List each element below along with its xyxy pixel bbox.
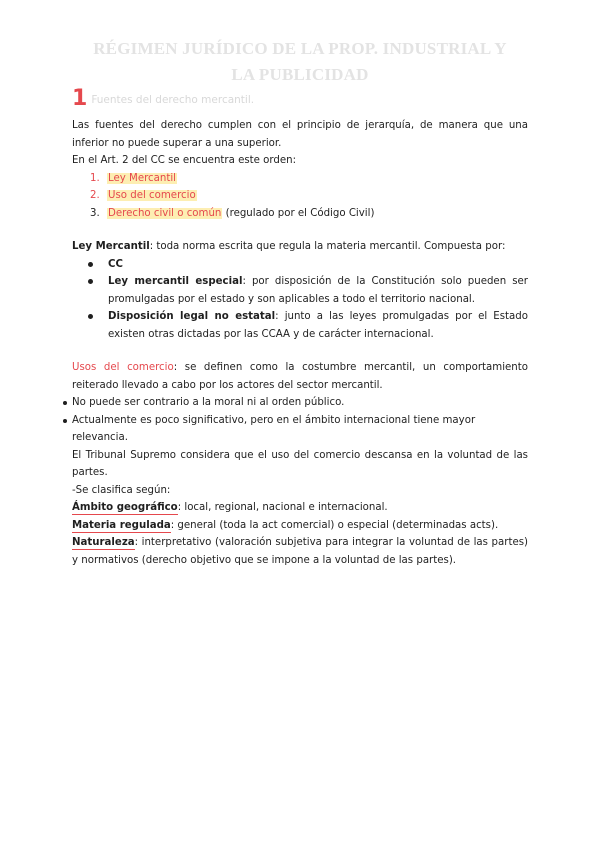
criterion-term: Ámbito geográfico <box>72 502 178 513</box>
list-number: 3. <box>90 207 100 219</box>
intro-block <box>72 117 528 222</box>
list-item <box>72 205 528 223</box>
criterion-term: Materia regulada <box>72 519 171 531</box>
item-term: Disposición legal no estatal <box>108 311 276 322</box>
usos-block <box>72 359 528 569</box>
criterion-text: : local, regional, nacional e internacional. <box>177 502 388 513</box>
list-label: Uso del comercio <box>108 190 196 201</box>
item-term: CC <box>108 258 123 270</box>
criterion-row <box>72 517 528 535</box>
bullet-text: No puede ser contrario a la moral ni al orden público. <box>72 397 345 408</box>
ley-def: : toda norma escrita que regula la materia mercantil. Compuesta por: <box>149 241 506 252</box>
criterion-term: Naturaleza <box>72 537 135 548</box>
item-text: : por disposición de la Constitución solo pueden ser promulgadas por el estado y son aplicables a todo el territorio nacional. <box>108 276 528 305</box>
ley-mercantil-block <box>72 238 528 343</box>
document-title: RÉGIMEN JURÍDICO DE LA PROP. INDUSTRIAL Y LA PUBLICIDAD <box>93 39 507 84</box>
bullet-icon <box>88 279 93 284</box>
list-item <box>72 273 528 308</box>
bullet-icon <box>63 401 67 405</box>
list-number: 1. <box>90 172 100 184</box>
item-term: Ley mercantil especial <box>108 276 243 287</box>
section-number: 1 <box>72 86 88 111</box>
bullet-icon <box>88 314 93 319</box>
order-line: En el Art. 2 del CC se encuentra este orden: <box>72 155 297 166</box>
ley-definition <box>72 238 528 256</box>
criterion-row <box>72 499 528 517</box>
usos-term: Usos del comercio <box>72 362 174 373</box>
list-suffix: (regulado por el Código Civil) <box>222 207 375 219</box>
list-item <box>72 187 528 205</box>
list-item <box>72 170 528 188</box>
bullet-icon <box>63 419 67 423</box>
bullet-text: Actualmente es poco significativo, pero en el ámbito internacional tiene mayor relevancia. <box>72 414 476 443</box>
list-item <box>72 256 528 274</box>
list-label: Ley Mercantil <box>108 172 177 184</box>
usos-definition <box>72 359 528 394</box>
list-item <box>72 394 528 412</box>
item-text: : junto a las leyes promulgadas por el Estado existen otras dictadas por las CCAA y de carácter internacional. <box>108 311 528 340</box>
list-item <box>72 308 528 343</box>
list-label: Derecho civil o común <box>108 207 222 219</box>
ley-term: Ley Mercantil <box>72 241 150 252</box>
bullet-icon <box>88 262 93 267</box>
criterion-row <box>72 534 528 569</box>
section-title: Fuentes del derecho mercantil. <box>91 94 255 106</box>
intro-paragraph: Las fuentes del derecho cumplen con el principio de jerarquía, de manera que una inferior no puede superar a una superior. <box>72 120 528 149</box>
criterion-text: : general (toda la act comercial) o especial (determinadas acts). <box>170 519 499 531</box>
list-number: 2. <box>90 190 100 201</box>
list-item <box>72 412 528 447</box>
section-heading <box>72 86 254 111</box>
tribunal-text: El Tribunal Supremo considera que el uso del comercio descansa en la voluntad de las partes. <box>72 449 528 478</box>
clasifica-text: -Se clasifica según: <box>72 484 171 496</box>
usos-def: : se definen como la costumbre mercantil, un comportamiento reiterado llevado a cabo por los actores del sector mercantil. <box>72 362 528 391</box>
criterion-text: : interpretativo (valoración subjetiva para integrar la voluntad de las partes) y normativos (derecho objetivo que se impone a la voluntad de las partes). <box>72 537 528 566</box>
